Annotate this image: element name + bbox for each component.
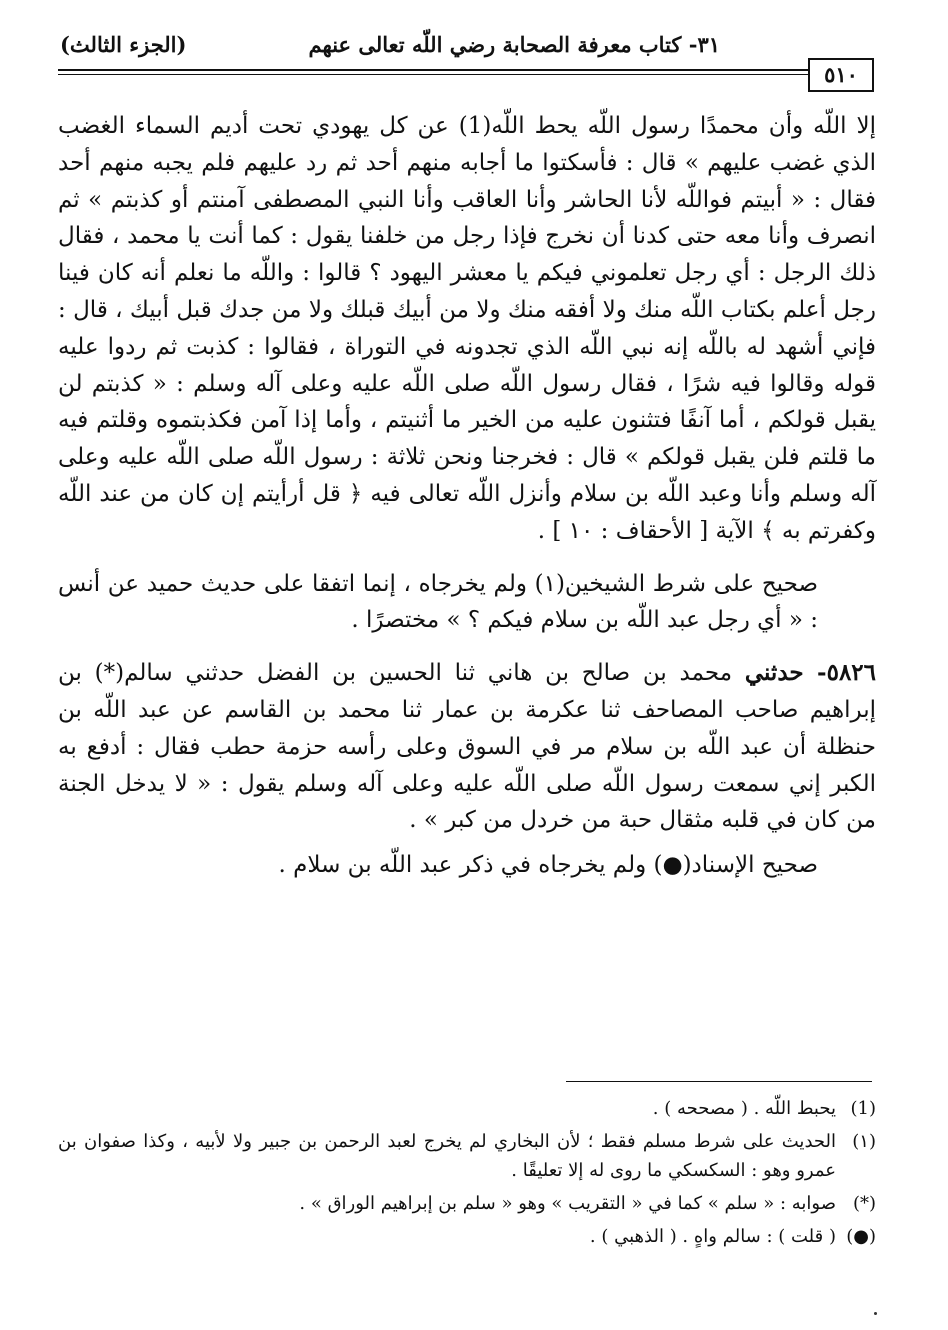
hadith-number: ٥٨٢٦- حدثني bbox=[744, 659, 877, 687]
footnote bbox=[58, 1127, 876, 1185]
footnote-mark: (*) bbox=[852, 1193, 876, 1214]
footnote-mark: (١) bbox=[852, 1131, 876, 1152]
paragraph: صحيح على شرط الشيخين(١) ولم يخرجاه ، إنما اتفقا على حديث حميد عن أنس : « أي رجل عبد اللّه بن سلام فيكم ؟ » مختصرًا . bbox=[58, 570, 819, 634]
paragraph: صحيح الإسناد(●) ولم يخرجاه في ذكر عبد اللّه بن سلام . bbox=[278, 852, 818, 879]
running-title: ٣١- كتاب معرفة الصحابة رضي اللّه تعالى عنهم bbox=[308, 32, 720, 57]
footnote-text: ( قلت ) : سالم واهٍ . ( الذهبي ) . bbox=[589, 1226, 836, 1247]
footnote bbox=[58, 1222, 876, 1251]
footnote-text: صوابه : « سلم » كما في « التقريب » وهو « سلم بن إبراهيم الوراق » . bbox=[299, 1193, 836, 1214]
footnote-separator bbox=[566, 1081, 872, 1082]
footnotes bbox=[58, 1094, 876, 1255]
footnote-mark: (●) bbox=[846, 1226, 876, 1247]
footnote bbox=[58, 1094, 876, 1123]
footnote bbox=[58, 1189, 876, 1218]
header-rule-thin bbox=[58, 74, 808, 75]
page-number: ٥١٠ bbox=[808, 58, 874, 92]
header-rule bbox=[58, 69, 808, 71]
volume-label: (الجزء الثالث) bbox=[60, 32, 187, 57]
hadith-text: محمد بن صالح بن هاني ثنا الحسين بن الفضل حدثني سالم(*) بن إبراهيم صاحب المصاحف ثنا عكرمة بن عمار ثنا محمد بن القاسم عن عبد اللّه بن حنظلة أن عبد اللّه بن سلام مر في السوق وعلى رأسه حزمة حطب فقال : أدفع به الكبر إني سمعت رسول اللّه صلى اللّه عليه وعلى آله وسلم يقول : « لا يدخل الجنة من كان في قلبه مثقال حبة من خردل من كبر » . bbox=[58, 660, 876, 834]
hadith-paragraph bbox=[58, 655, 876, 839]
paragraph: إلا اللّه وأن محمدًا رسول اللّه يحط اللّه(1) عن كل يهودي تحت أديم السماء الغضب الذي غضب عليهم » قال : فأسكتوا ما أجابه منهم أحد ثم رد عليهم فلم يجبه منهم أحد فقال : « أبيتم فواللّه لأنا الحاشر وأنا العاقب وأنا النبي المصطفى آمنتم أو كذبتم » ثم انصرف وأنا معه حتى كدنا أن نخرج فإذا رجل من خلفنا يقول : كما أنت يا محمد ، فقال ذلك الرجل : أي رجل تعلموني فيكم يا معشر اليهود ؟ قالوا : واللّه ما نعلم أنه كان فينا رجل أعلم بكتاب اللّه منك ولا أفقه منك ولا من أبيك قبلك ولا من جدك قبل أبيك ، قال : فإني أشهد له باللّه إنه نبي اللّه الذي تجدونه في التوراة ، فقالوا : كذبت ثم ردوا عليه قوله وقالوا فيه شرًا ، فقال رسول اللّه صلى اللّه عليه وعلى آله وسلم : « كذبتم لن يقبل قولكم ، أما آنفًا فتثنون عليه من الخير ما أثنيتم ، وأما إذا آمن فكذبتموه وقلتم فيه ما قلتم فلن يقبل قولكم » قال : فخرجنا ونحن ثلاثة : رسول اللّه صلى اللّه عليه وعلى آله وسلم وأنا وعبد اللّه بن سلام وأنزل اللّه تعالى فيه ﴿ قل أرأيتم إن كان من عند اللّه وكفرتم به ﴾ الآية [ الأحقاف : ١٠ ] . bbox=[58, 113, 876, 544]
footnote-mark: (1) bbox=[850, 1098, 876, 1119]
footnote-text: يحبط اللّه . ( مصححه ) . bbox=[652, 1098, 836, 1119]
page-mark bbox=[874, 1312, 877, 1315]
footnote-text: الحديث على شرط مسلم فقط ؛ لأن البخاري لم يخرج لعبد الرحمن بن جبير ولا لأبيه ، وكذا صفوان بن عمرو وهو : السكسكي ما روى له إلا تعليقًا . bbox=[58, 1131, 836, 1181]
main-text bbox=[58, 108, 876, 884]
page-header bbox=[60, 28, 870, 68]
